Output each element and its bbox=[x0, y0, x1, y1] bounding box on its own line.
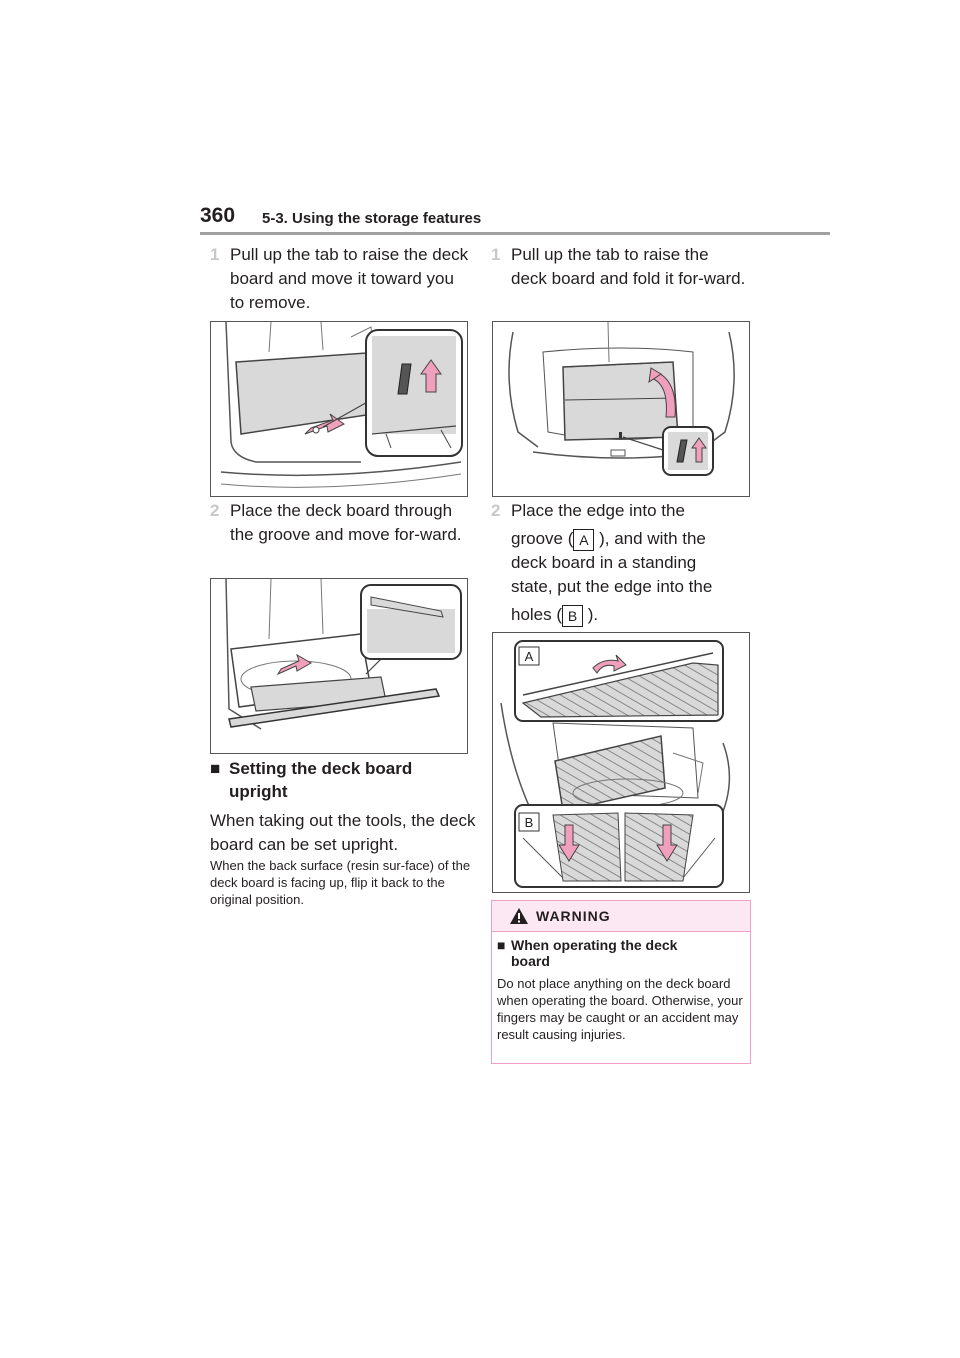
step-text: Pull up the tab to raise the deck board and fold it for-ward. bbox=[511, 245, 746, 288]
step-number: 2 bbox=[210, 501, 220, 520]
upright-description: When taking out the tools, the deck board can be set upright. bbox=[210, 811, 476, 854]
right-step-1 bbox=[491, 243, 761, 317]
square-bullet-icon: ■ bbox=[210, 759, 221, 778]
warning-triangle-icon bbox=[509, 907, 529, 925]
figure-deck-board-upright bbox=[492, 632, 750, 893]
label-b-box: B bbox=[562, 605, 583, 627]
step-text: Pull up the tab to raise the deck board and move it toward you to remove. bbox=[230, 245, 469, 312]
left-step-2 bbox=[210, 499, 480, 573]
warning-box: WARNING ■ When operating the deck board Do not place anything on the deck board when operating the board. Otherwise, your fingers may be caught or an accident may result causing injuries. bbox=[491, 900, 751, 1064]
figure-fold-deck-board bbox=[492, 321, 750, 497]
warning-header bbox=[492, 901, 750, 932]
figure-label-b: B bbox=[524, 815, 534, 830]
step-number: 2 bbox=[491, 501, 501, 520]
figure-label-a: A bbox=[524, 649, 534, 664]
page-number: 360 bbox=[200, 204, 236, 227]
left-step-1 bbox=[210, 243, 480, 317]
step-text: Place the deck board through the groove and move for-ward. bbox=[230, 501, 462, 544]
section-title: 5-3. Using the storage features bbox=[262, 210, 482, 227]
figure-move-deck-board-forward bbox=[210, 578, 468, 754]
resin-surface-note: When the back surface (resin sur-face) of the deck board is facing up, flip it back to the original position. bbox=[210, 858, 471, 907]
right-step-2: 2 Place the edge into the groove ( A ), and with the deck board in a standing state, put the edge into the holes ( B ). bbox=[491, 499, 761, 623]
figure-remove-deck-board bbox=[210, 321, 468, 497]
label-a-box: A bbox=[573, 529, 594, 551]
warning-title: WARNING bbox=[536, 908, 611, 924]
warning-body: Do not place anything on the deck board when operating the board. Otherwise, your fingers may be caught or an accident may result causing injuries. bbox=[497, 976, 743, 1042]
step-number: 1 bbox=[491, 245, 501, 264]
square-bullet-icon: ■ bbox=[497, 937, 506, 953]
header-rule bbox=[200, 232, 830, 235]
step-number: 1 bbox=[210, 245, 220, 264]
